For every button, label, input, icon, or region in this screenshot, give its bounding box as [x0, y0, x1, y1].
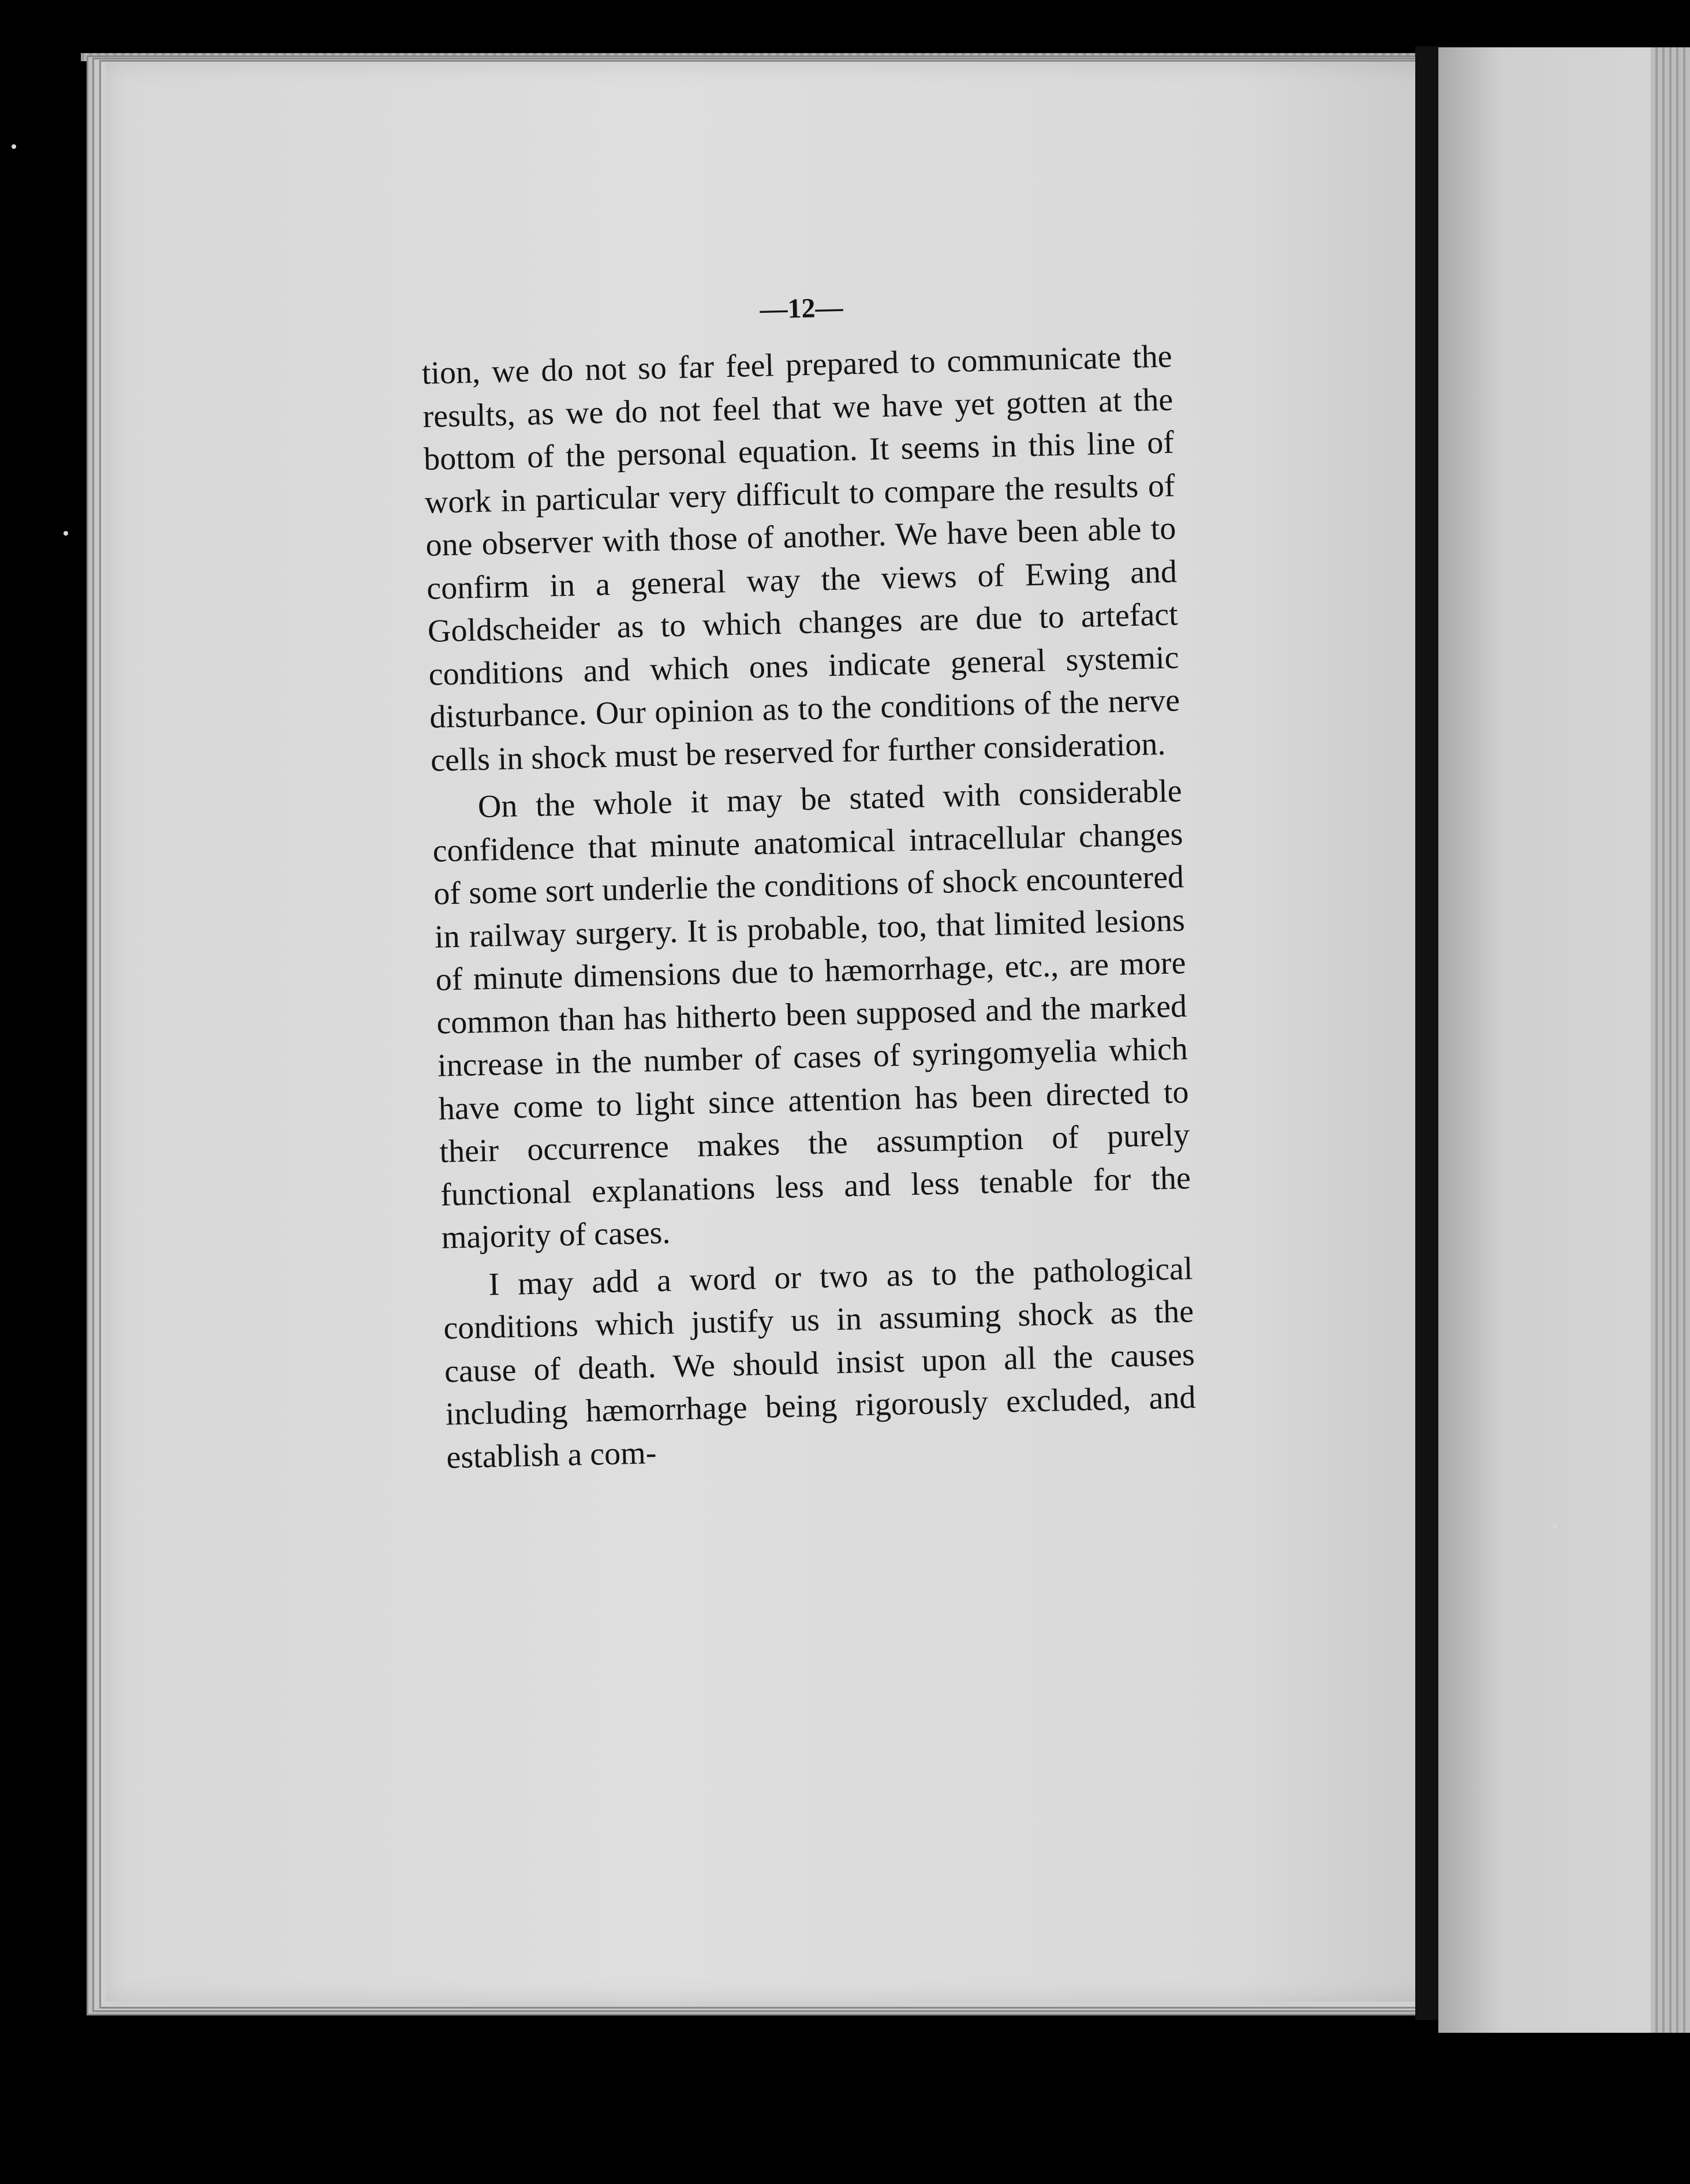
scan-speck	[63, 531, 68, 536]
scan-speck	[12, 144, 16, 149]
facing-page-edge	[1651, 47, 1690, 2033]
paragraph: On the whole it may be stated with considerable confidence that minute anatomical intracellular changes of some sort underlie the conditions of shock encountered in railway surgery. It is probable, too, that limited lesions of minute dimensions due to hæmorrhage, etc., are more common than has hitherto been supposed and the marked increase in the number of cases of syringomyelia which have come to light since attention has been directed to their occurrence makes the assumption of purely functional explanations less and less tenable for the majority of cases.	[432, 773, 1191, 1256]
book-spine	[1415, 46, 1438, 2020]
paragraph: tion, we do not so far feel prepared to communicate the results, as we do not feel that we have yet gotten at the bottom of the personal equation. It seems in this line of work in particular very difficult to compare the results of one observer with those of another. We have been able to confirm in a general way the views of Ewing and Goldscheider as to which changes are due to artefact conditions and which ones indicate general systemic disturbance. Our opinion as to the conditions of the nerve cells in shock must be reserved for further consideration.	[421, 338, 1180, 779]
page-number: —12—	[759, 292, 844, 325]
scan-speck	[1553, 1524, 1557, 1528]
paragraph: I may add a word or two as to the pathological conditions which justify us in assuming shock as the cause of death. We should insist upon all the causes including hæmorrhage being rigorously excluded, and establish a com-	[443, 1250, 1197, 1475]
page-text-block	[420, 283, 1197, 1484]
